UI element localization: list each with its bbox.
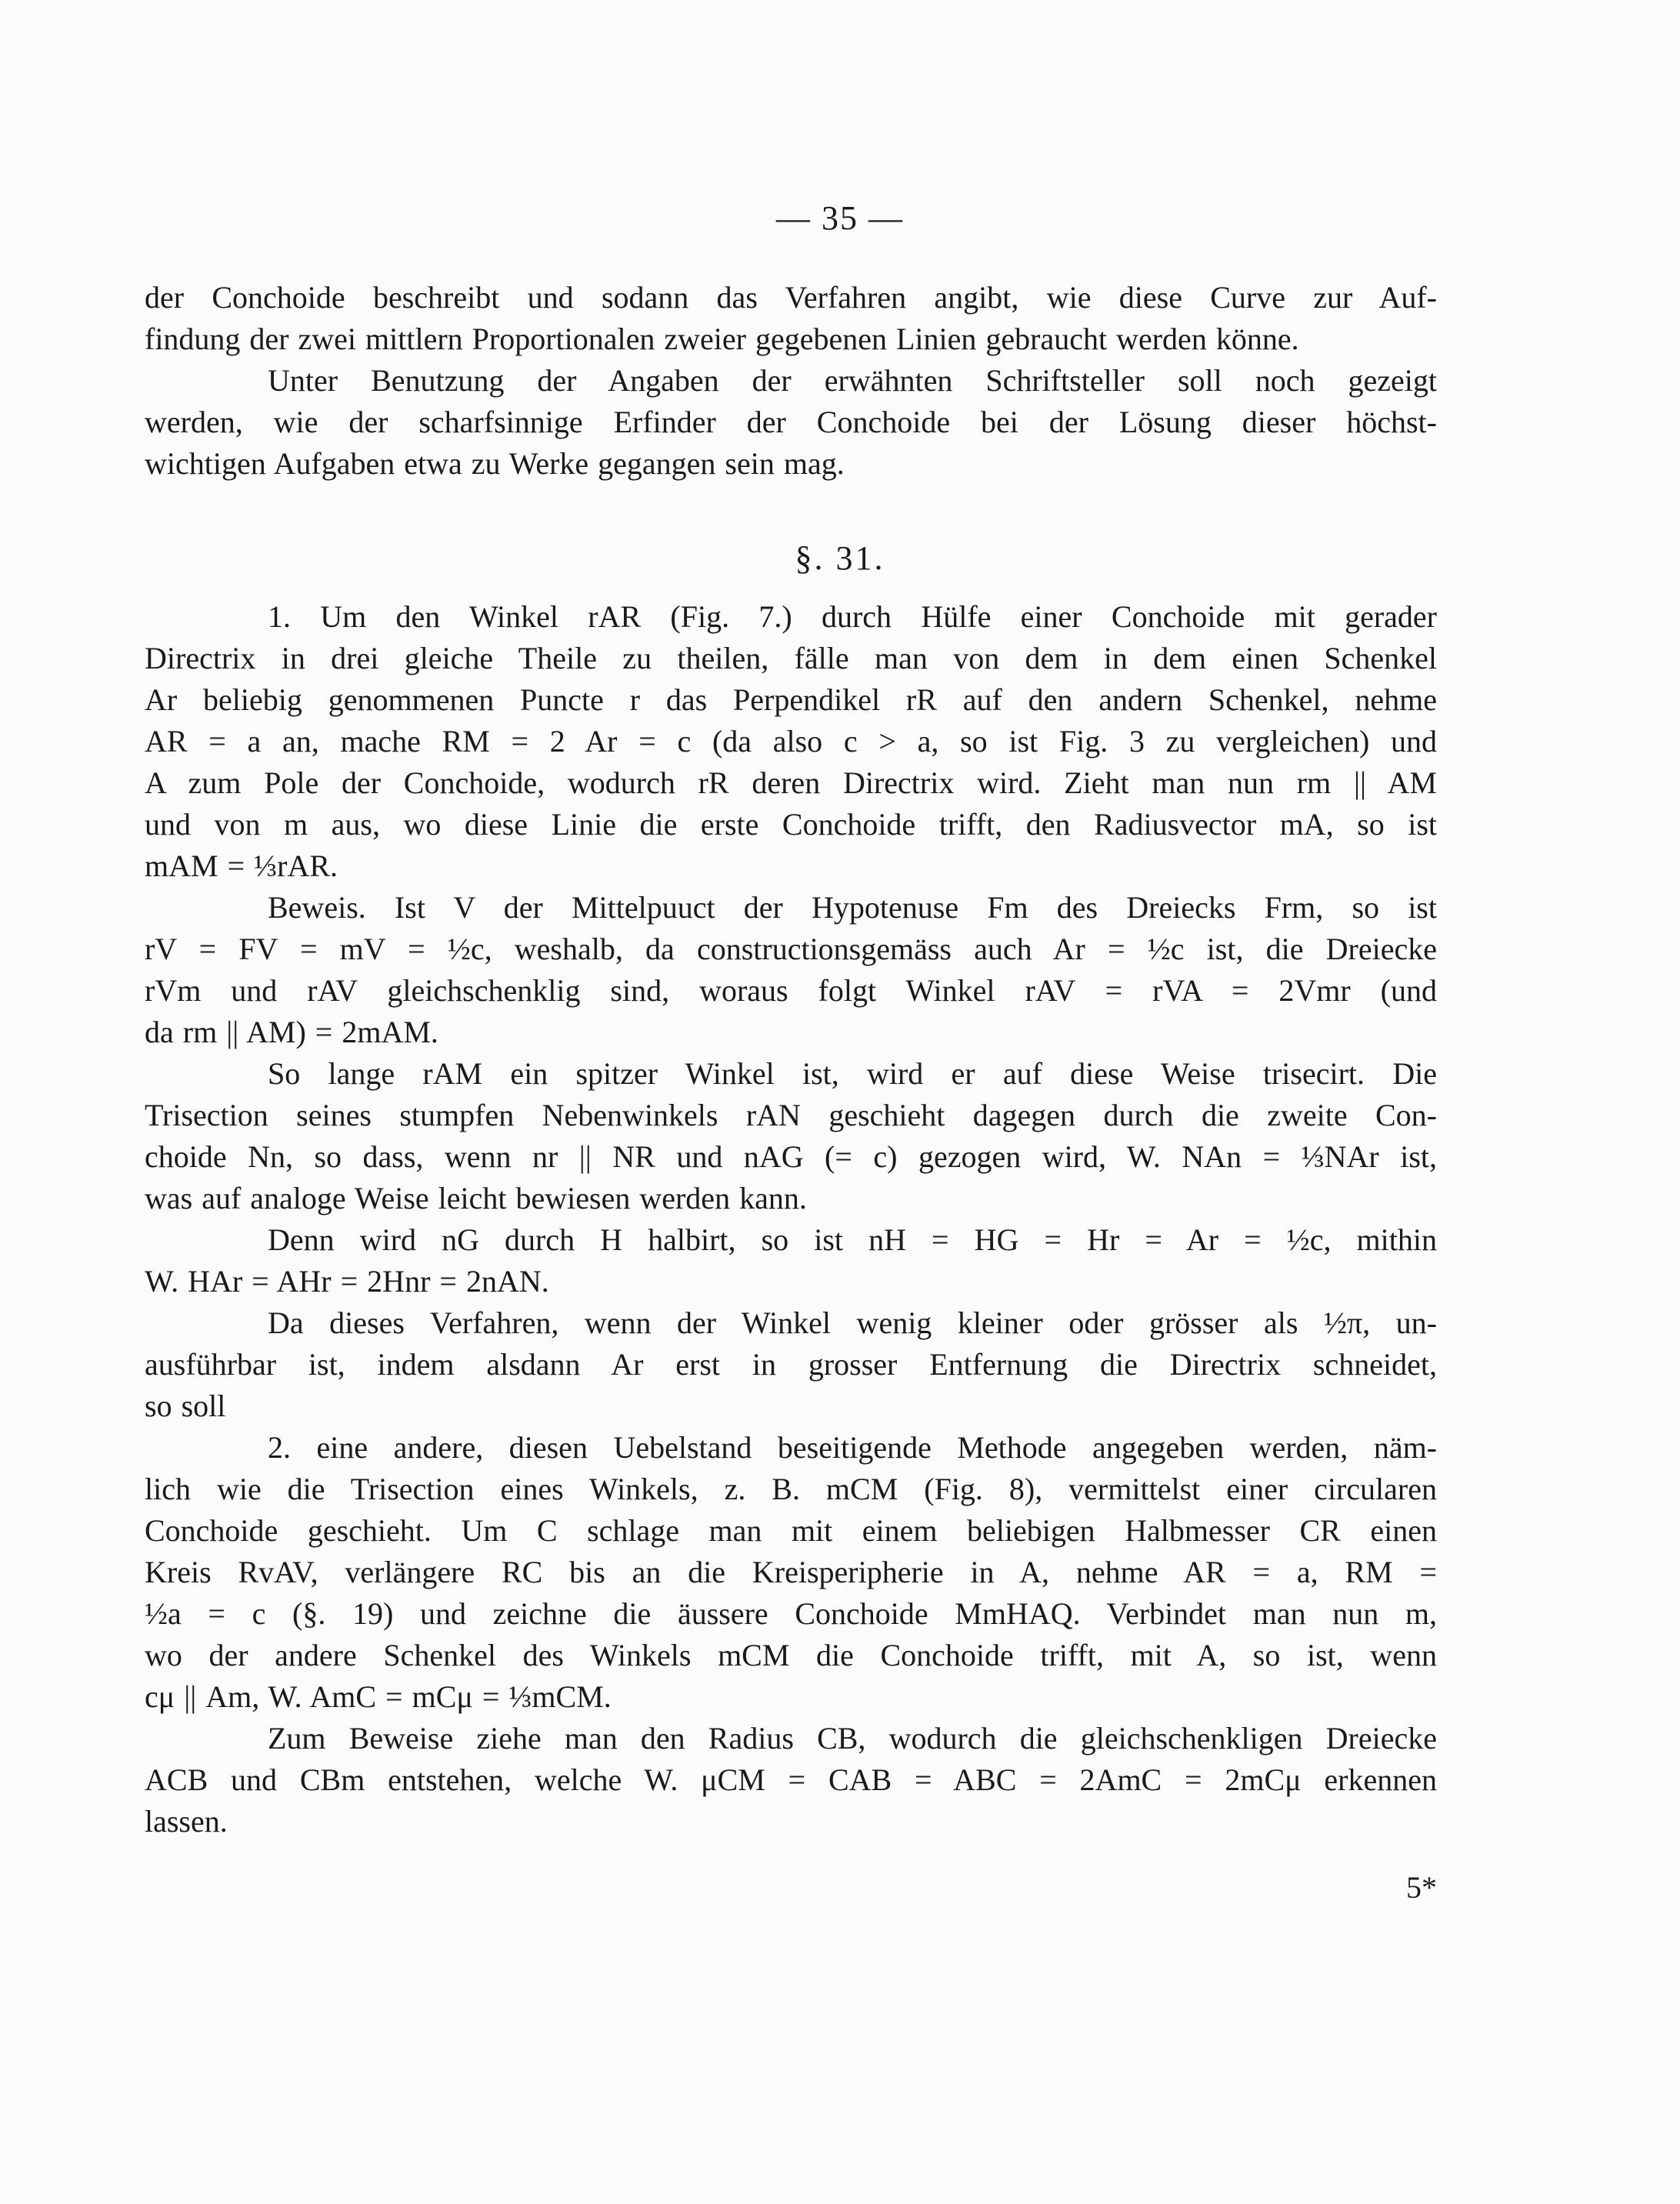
text-line: ausführbar ist, indem alsdann Ar erst in grosser Entfernung die Directrix schneidet,: [145, 1347, 1437, 1382]
signature-mark: 5*: [1406, 1870, 1437, 1905]
text-line: Directrix in drei gleiche Theile zu theilen, fälle man von dem in dem einen Schenkel: [145, 641, 1437, 675]
text-line: choide Nn, so dass, wenn nr || NR und nAG (= c) gezogen wird, W. NAn = ⅓NAr ist,: [145, 1139, 1437, 1174]
text-line: AR = a an, mache RM = 2 Ar = c (da also c > a, so ist Fig. 3 zu vergleichen) und: [145, 724, 1437, 759]
text-line: 2. eine andere, diesen Uebelstand beseitigende Methode angegeben werden, näm-: [268, 1430, 1437, 1465]
text-line: was auf analoge Weise leicht bewiesen werden kann.: [145, 1181, 807, 1215]
page-number: — 35 —: [776, 199, 904, 237]
text-line: Ar beliebig genommenen Puncte r das Perpendikel rR auf den andern Schenkel, nehme: [145, 682, 1437, 717]
text-line: rVm und rAV gleichschenklig sind, woraus folgt Winkel rAV = rVA = 2Vmr (und: [145, 973, 1437, 1008]
text-line: ½a = c (§. 19) und zeichne die äussere Conchoide MmHAQ. Verbindet man nun m,: [145, 1596, 1437, 1631]
text-line: und von m aus, wo diese Linie die erste Conchoide trifft, den Radiusvector mA, so ist: [145, 807, 1437, 842]
text-line: wichtigen Aufgaben etwa zu Werke gegangen sein mag.: [145, 446, 845, 481]
text-line: Zum Beweise ziehe man den Radius CB, wodurch die gleichschenkligen Dreiecke: [268, 1721, 1437, 1756]
text-line: A zum Pole der Conchoide, wodurch rR deren Directrix wird. Zieht man nun rm || AM: [145, 765, 1437, 800]
text-line: Conchoide geschieht. Um C schlage man mit einem beliebigen Halbmesser CR einen: [145, 1513, 1437, 1548]
text-line: Kreis RvAV, verlängere RC bis an die Kreisperipherie in A, nehme AR = a, RM =: [145, 1555, 1437, 1589]
intro-paragraph: [145, 277, 1437, 485]
text-line: Beweis. Ist V der Mittelpuuct der Hypotenuse Fm des Dreiecks Frm, so ist: [268, 890, 1437, 925]
text-line: der Conchoide beschreibt und sodann das Verfahren angibt, wie diese Curve zur Auf-: [145, 280, 1437, 315]
text-line: W. HAr = AHr = 2Hnr = 2nAN.: [145, 1264, 549, 1299]
text-line: Trisection seines stumpfen Nebenwinkels rAN geschieht dagegen durch die zweite Con-: [145, 1098, 1437, 1132]
text-line: mAM = ⅓rAR.: [145, 849, 338, 883]
text-line: wo der andere Schenkel des Winkels mCM die Conchoide trifft, mit A, so ist, wenn: [145, 1638, 1437, 1672]
text-line: rV = FV = mV = ½c, weshalb, da constructionsgemäss auch Ar = ½c ist, die Dreiecke: [145, 932, 1437, 966]
text-line: lassen.: [145, 1804, 228, 1839]
text-line: cμ || Am, W. AmC = mCμ = ⅓mCM.: [145, 1679, 612, 1714]
text-line: 1. Um den Winkel rAR (Fig. 7.) durch Hülfe einer Conchoide mit gerader: [268, 599, 1437, 634]
text-line: Unter Benutzung der Angaben der erwähnten Schriftsteller soll noch gezeigt: [268, 363, 1437, 398]
text-line: So lange rAM ein spitzer Winkel ist, wird er auf diese Weise trisecirt. Die: [268, 1056, 1437, 1091]
text-line: so soll: [145, 1389, 226, 1423]
section-body: [145, 596, 1437, 1842]
text-line: ACB und CBm entstehen, welche W. μCM = CAB = ABC = 2AmC = 2mCμ erkennen: [145, 1762, 1437, 1797]
text-line: findung der zwei mittlern Proportionalen zweier gegebenen Linien gebraucht werden könne.: [145, 322, 1299, 356]
section-heading: §. 31.: [795, 539, 885, 577]
text-line: da rm || AM) = 2mAM.: [145, 1015, 438, 1049]
text-line: lich wie die Trisection eines Winkels, z. B. mCM (Fig. 8), vermittelst einer circularen: [145, 1472, 1437, 1506]
text-line: Denn wird nG durch H halbirt, so ist nH = HG = Hr = Ar = ½c, mithin: [268, 1222, 1437, 1257]
text-line: Da dieses Verfahren, wenn der Winkel wenig kleiner oder grösser als ½π, un-: [268, 1305, 1437, 1340]
text-line: werden, wie der scharfsinnige Erfinder der Conchoide bei der Lösung dieser höchst-: [145, 405, 1437, 439]
